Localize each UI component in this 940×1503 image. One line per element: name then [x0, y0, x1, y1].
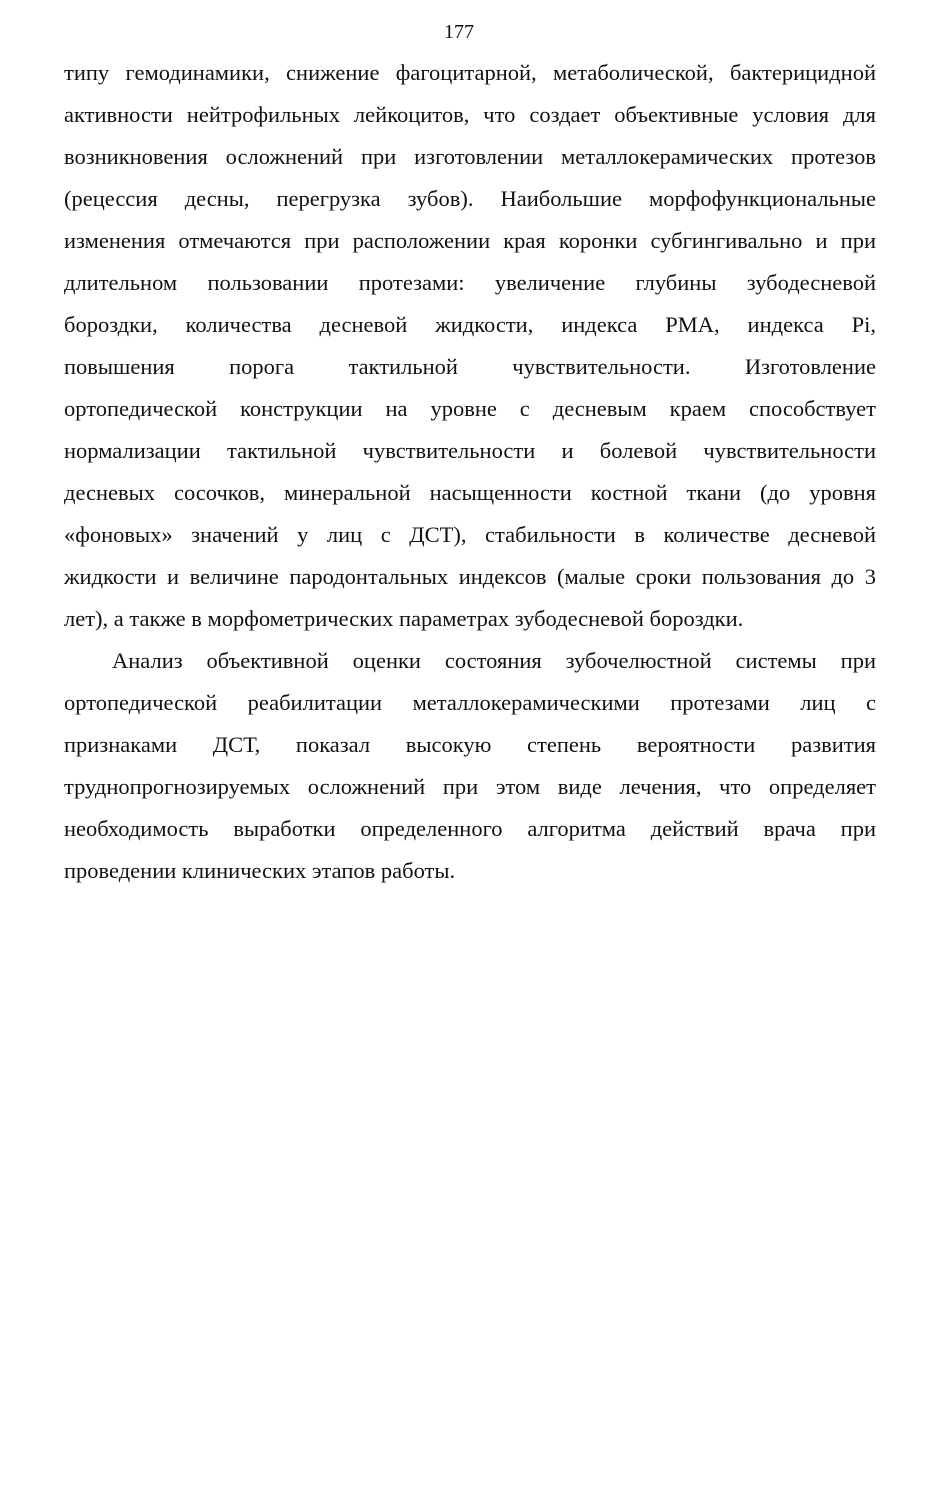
text-line: ортопедической реабилитации металлокерамическими протезами лиц с — [64, 690, 876, 715]
text-line: необходимость выработки определенного алгоритма действий врача при — [64, 816, 876, 841]
text-line: типу гемодинамики, снижение фагоцитарной, метаболической, бактерицидной — [64, 60, 876, 85]
text-line: длительном пользовании протезами: увеличение глубины зубодесневой — [64, 270, 876, 295]
text-line: изменения отмечаются при расположении края коронки субгингивально и при — [64, 228, 876, 253]
text-line: бороздки, количества десневой жидкости, индекса РМА, индекса Pi, — [64, 312, 876, 337]
text-line: повышения порога тактильной чувствительности. Изготовление — [64, 354, 876, 379]
text-line: (рецессия десны, перегрузка зубов). Наибольшие морфофункциональные — [64, 186, 876, 211]
text-line: нормализации тактильной чувствительности и болевой чувствительности — [64, 438, 876, 463]
text-line: труднопрогнозируемых осложнений при этом виде лечения, что определяет — [64, 774, 876, 799]
page-number: 177 — [444, 21, 474, 43]
text-line: Анализ объективной оценки состояния зубочелюстной системы при — [112, 648, 876, 673]
paragraph-1 — [64, 52, 876, 640]
text-line: десневых сосочков, минеральной насыщенности костной ткани (до уровня — [64, 480, 876, 505]
text-line: ортопедической конструкции на уровне с десневым краем способствует — [64, 396, 876, 421]
text-line: «фоновых» значений у лиц с ДСТ), стабильности в количестве десневой — [64, 522, 876, 547]
body-text — [64, 52, 876, 892]
text-line: лет), а также в морфометрических параметрах зубодесневой бороздки. — [64, 606, 744, 631]
text-line: признаками ДСТ, показал высокую степень вероятности развития — [64, 732, 876, 757]
text-line: жидкости и величине пародонтальных индексов (малые сроки пользования до 3 — [64, 564, 876, 589]
text-line: проведении клинических этапов работы. — [64, 858, 456, 883]
text-line: активности нейтрофильных лейкоцитов, что создает объективные условия для — [64, 102, 876, 127]
paragraph-2 — [64, 640, 876, 892]
text-line: возникновения осложнений при изготовлении металлокерамических протезов — [64, 144, 876, 169]
